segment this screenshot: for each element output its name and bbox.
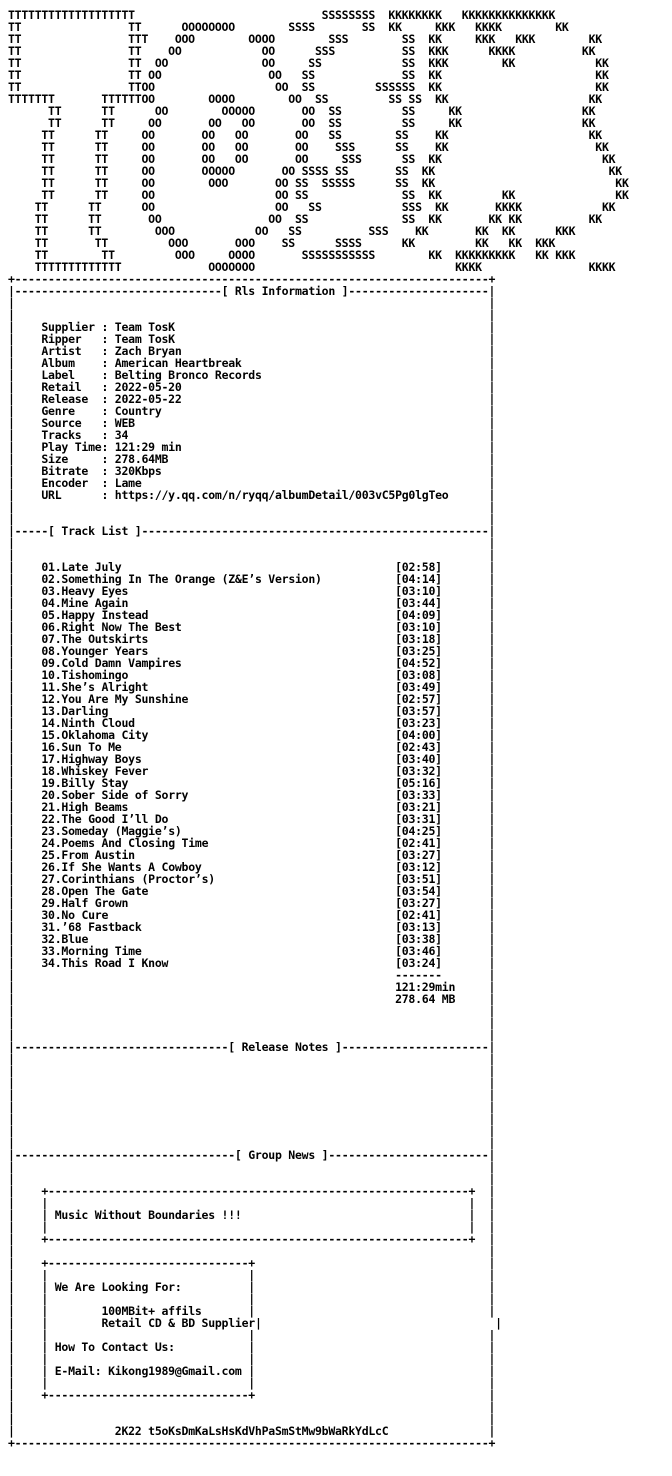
logo-art: TT TT OO OOOOO OO SS SS KK KK [8, 104, 596, 118]
track-length: [03:32] [395, 764, 442, 778]
track-title: ’68 Fastback [61, 920, 142, 934]
group-news-header-title: [ Group News ] [234, 1148, 329, 1162]
logo-art: TTTTTTTTTTTTTTTTTTT SSSSSSSS KKKKKKKK KKKKKKKKKKKKKK [8, 8, 556, 22]
logo-art: TT TT OO OO SS SS KKK KK KK [8, 56, 609, 70]
track-title: You Are My Sunshine [61, 692, 189, 706]
info-key: Ripper [41, 332, 102, 346]
info-value: Belting Bronco Records [114, 368, 262, 382]
info-row: | Artist : Zach Bryan | [8, 344, 496, 358]
contact-box: | | We Are Looking For: | | [8, 1280, 496, 1294]
motto-box: | | | | [8, 1196, 496, 1210]
blank: | | [8, 1052, 496, 1066]
track-title: The Outskirts [61, 632, 149, 646]
track-length: [03:08] [395, 668, 442, 682]
track-length: [03:13] [395, 920, 442, 934]
track-length: [04:52] [395, 656, 442, 670]
info-value: WEB [114, 416, 135, 430]
blank: | | [8, 1088, 496, 1102]
logo-art: TT TT OOO OOO SS SSSS KK KK KK KKK [8, 236, 556, 250]
contact-box-bottom: | +------------------------------+ | [8, 1388, 496, 1402]
info-key: Encoder [41, 476, 102, 490]
info-key: Release [41, 392, 102, 406]
track-number: 13 [41, 704, 55, 718]
track-row: | 10.Tishomingo [03:08] | [8, 668, 496, 682]
track-row: | 20.Sober Side of Sorry [03:33] | [8, 788, 496, 802]
track-length: [03:57] [395, 704, 442, 718]
track-number: 23 [41, 824, 55, 838]
track-number: 02 [41, 572, 55, 586]
track-number: 14 [41, 716, 55, 730]
track-title: She’s Alright [61, 680, 149, 694]
contact-box: | | | | [8, 1292, 496, 1306]
contact-box: | | | | [8, 1376, 496, 1390]
contact-box: | | 100MBit+ affils | | [8, 1304, 496, 1318]
contact-label: How To Contact Us: [54, 1340, 175, 1354]
track-title: Billy Stay [61, 776, 129, 790]
blank: | | [8, 1112, 496, 1126]
track-number: 20 [41, 788, 55, 802]
contact-box: | | | | [8, 1328, 496, 1342]
track-title: Right Now The Best [61, 620, 182, 634]
logo-art: TT TT OO OO SS SS KK KK KK [8, 188, 629, 202]
info-value: Zach Bryan [114, 344, 182, 358]
track-number: 32 [41, 932, 55, 946]
track-number: 01 [41, 560, 55, 574]
logo-art: TT TTT OOO OOOO SSS SS KK KKK KKK KK [8, 32, 602, 46]
track-title: Morning Time [61, 944, 142, 958]
logo-art: TT TT OO OO SS SSS KK KKKK KK [8, 200, 616, 214]
looking-for-label: We Are Looking For: [54, 1280, 182, 1294]
track-number: 28 [41, 884, 55, 898]
track-row: | 18.Whiskey Fever [03:32] | [8, 764, 496, 778]
logo-art: TT TT OO OOOOO OO SSSS SS SS KK KK [8, 164, 622, 178]
track-row: | 28.Open The Gate [03:54] | [8, 884, 496, 898]
email-text: E-Mail: Kikong1989@Gmail.com [54, 1364, 242, 1378]
info-row: | Tracks : 34 | [8, 428, 496, 442]
motto-box: | | | | [8, 1220, 496, 1234]
rls-info-header: |-------------------------------[ Rls Information ]---------------------| [8, 284, 496, 298]
track-title: Darling [61, 704, 109, 718]
track-title: Ninth Cloud [61, 716, 135, 730]
track-number: 16 [41, 740, 55, 754]
track-length: [03:10] [395, 584, 442, 598]
release-notes-header-title: [ Release Notes ] [228, 1040, 342, 1054]
track-title: No Cure [61, 908, 109, 922]
logo-art: TT TT OO OO OO OO SS SS KK KK [8, 116, 596, 130]
track-title: Highway Boys [61, 752, 142, 766]
signature-text: 2K22 t5oKsDmKaLsHsKdVhPaSmStMw9bWaRkYdLcC [114, 1424, 389, 1438]
info-key: Play Time [41, 440, 102, 454]
track-length: [03:24] [395, 956, 442, 970]
logo-art: TT TTOO OO SS SSSSSS KK KK [8, 80, 609, 94]
info-value: 320Kbps [114, 464, 162, 478]
track-title: High Beams [61, 800, 129, 814]
contact-box-top: | +------------------------------+ | [8, 1256, 496, 1270]
track-number: 22 [41, 812, 55, 826]
total-rule: | ------- | [8, 968, 496, 982]
track-row: | 17.Highway Boys [03:40] | [8, 752, 496, 766]
track-length: [03:18] [395, 632, 442, 646]
blank: | | [8, 1400, 496, 1414]
total-time: | 121:29min | [8, 980, 496, 994]
track-row: | 29.Half Grown [03:27] | [8, 896, 496, 910]
track-number: 33 [41, 944, 55, 958]
blank: | | [8, 1064, 496, 1078]
track-title: Half Grown [61, 896, 129, 910]
info-value: Lame [114, 476, 142, 490]
track-length: [03:38] [395, 932, 442, 946]
track-row: | 13.Darling [03:57] | [8, 704, 496, 718]
track-row: | 26.If She Wants A Cowboy [03:12] | [8, 860, 496, 874]
track-length: [04:00] [395, 728, 442, 742]
info-value: https://y.qq.com/n/ryqq/albumDetail/003vC5Pg0lgTeo [114, 488, 449, 502]
total-time-value: 121:29min [395, 980, 456, 994]
info-key: URL [41, 488, 102, 502]
track-number: 19 [41, 776, 55, 790]
track-number: 06 [41, 620, 55, 634]
track-length: [03:31] [395, 812, 442, 826]
track-number: 10 [41, 668, 55, 682]
blank: | | [8, 1028, 496, 1042]
track-row: | 27.Corinthians (Proctor’s) [03:51] | [8, 872, 496, 886]
track-title: Blue [61, 932, 89, 946]
info-value: American Heartbreak [114, 356, 242, 370]
info-row: | Supplier : Team TosK | [8, 320, 496, 334]
track-number: 04 [41, 596, 55, 610]
track-row: | 33.Morning Time [03:46] | [8, 944, 496, 958]
track-title: If She Wants A Cowboy [61, 860, 202, 874]
track-title: Younger Years [61, 644, 149, 658]
looking-for-item: Retail CD & BD Supplier [101, 1316, 255, 1330]
track-length: [03:46] [395, 944, 442, 958]
blank: | | [8, 1016, 496, 1030]
info-value: 2022-05-20 [114, 380, 182, 394]
track-length: [03:12] [395, 860, 442, 874]
contact-box: | | | | [8, 1268, 496, 1282]
track-length: [03:27] [395, 848, 442, 862]
track-row: | 30.No Cure [02:41] | [8, 908, 496, 922]
info-value: Country [114, 404, 162, 418]
track-number: 24 [41, 836, 55, 850]
track-number: 17 [41, 752, 55, 766]
logo-art: TT TT OO OO OO OO SSS SS KK KK [8, 140, 609, 154]
track-title: Tishomingo [61, 668, 129, 682]
track-row: | 23.Someday (Maggie’s) [04:25] | [8, 824, 496, 838]
track-number: 31 [41, 920, 55, 934]
track-length: [03:49] [395, 680, 442, 694]
track-title: The Good I’ll Do [61, 812, 169, 826]
track-title: Poems And Closing Time [61, 836, 209, 850]
rls-info-header-title: [ Rls Information ] [221, 284, 349, 298]
blank: | | [8, 1136, 496, 1150]
track-title: Cold Damn Vampires [61, 656, 182, 670]
logo-art: TT TT OOO OO SS SSS KK KK KK KKK [8, 224, 576, 238]
track-length: [04:25] [395, 824, 442, 838]
info-value: 34 [114, 428, 129, 442]
info-row: | Bitrate : 320Kbps | [8, 464, 496, 478]
motto-box-top: | +---------------------------------------------------------------+ | [8, 1184, 496, 1198]
track-length: [03:21] [395, 800, 442, 814]
release-notes-header: |--------------------------------[ Release Notes ]----------------------| [8, 1040, 496, 1054]
info-key: Size [41, 452, 102, 466]
frame-bottom: +-----------------------------------------------------------------------+ [8, 1436, 496, 1450]
track-title: Heavy Eyes [61, 584, 129, 598]
info-value: 121:29 min [114, 440, 182, 454]
track-row: | 01.Late July [02:58] | [8, 560, 496, 574]
track-row: | 08.Younger Years [03:25] | [8, 644, 496, 658]
track-length: [03:27] [395, 896, 442, 910]
info-row: | Label : Belting Bronco Records | [8, 368, 496, 382]
track-title: Mine Again [61, 596, 129, 610]
info-row: | Album : American Heartbreak | [8, 356, 496, 370]
info-row: | Release : 2022-05-22 | [8, 392, 496, 406]
track-list-header-title: [ Track List ] [48, 524, 142, 538]
info-key: Source [41, 416, 102, 430]
blank: | | [8, 512, 496, 526]
blank: | | [8, 1244, 496, 1258]
track-length: [03:23] [395, 716, 442, 730]
track-row: | 16.Sun To Me [02:43] | [8, 740, 496, 754]
track-number: 30 [41, 908, 55, 922]
info-row: | Size : 278.64MB | [8, 452, 496, 466]
track-row: | 24.Poems And Closing Time [02:41] | [8, 836, 496, 850]
frame-top: +-----------------------------------------------------------------------+ [8, 272, 496, 286]
contact-box: | | Retail CD & BD Supplier| | [8, 1316, 502, 1330]
track-row: | 06.Right Now The Best [03:10] | [8, 620, 496, 634]
track-number: 15 [41, 728, 55, 742]
track-length: [02:41] [395, 836, 442, 850]
looking-for-item: 100MBit+ affils [101, 1304, 202, 1318]
blank: | | [8, 1076, 496, 1090]
logo-art: TT TT OO OO SS SS KK KK KK KK [8, 212, 602, 226]
info-row: | Encoder : Lame | [8, 476, 496, 490]
track-length: [02:57] [395, 692, 442, 706]
track-number: 11 [41, 680, 55, 694]
track-length: [05:16] [395, 776, 442, 790]
track-row: | 03.Heavy Eyes [03:10] | [8, 584, 496, 598]
blank: | | [8, 1004, 496, 1018]
info-value: Team TosK [114, 320, 175, 334]
track-length: [03:25] [395, 644, 442, 658]
track-title: From Austin [61, 848, 135, 862]
track-number: 09 [41, 656, 55, 670]
logo-art: TTTTTTTTTTTTT OOOOOOO KKKK KKKK [8, 260, 616, 274]
track-row: | 11.She’s Alright [03:49] | [8, 680, 496, 694]
blank: | | [8, 1100, 496, 1114]
info-key: Tracks [41, 428, 102, 442]
track-number: 29 [41, 896, 55, 910]
motto-box-bottom: | +---------------------------------------------------------------+ | [8, 1232, 496, 1246]
track-number: 05 [41, 608, 55, 622]
track-number: 03 [41, 584, 55, 598]
blank: | | [8, 548, 496, 562]
track-row: | 07.The Outskirts [03:18] | [8, 632, 496, 646]
motto-box: | | Music Without Boundaries !!! | | [8, 1208, 496, 1222]
track-length: [02:43] [395, 740, 442, 754]
logo-art: TT TT OO OO SS SS KK KK [8, 68, 609, 82]
logo-art: TT TT OO OO OO OO SSS SS KK KK [8, 152, 616, 166]
track-row: | 04.Mine Again [03:44] | [8, 596, 496, 610]
info-row: | Play Time: 121:29 min | [8, 440, 496, 454]
track-number: 27 [41, 872, 55, 886]
track-length: [03:10] [395, 620, 442, 634]
logo-art: TT TT OO OOO OO SS SSSSS SS KK KK [8, 176, 629, 190]
track-length: [03:54] [395, 884, 442, 898]
track-list-header: |-----[ Track List ]----------------------------------------------------| [8, 524, 496, 538]
blank: | | [8, 1160, 496, 1174]
track-title: This Road I Know [61, 956, 169, 970]
track-row: | 32.Blue [03:38] | [8, 932, 496, 946]
info-row: | Retail : 2022-05-20 | [8, 380, 496, 394]
info-value: Team TosK [114, 332, 175, 346]
track-length: [04:14] [395, 572, 442, 586]
blank: | | [8, 308, 496, 322]
track-row: | 15.Oklahoma City [04:00] | [8, 728, 496, 742]
blank: | | [8, 1412, 496, 1426]
contact-box: | | How To Contact Us: | | [8, 1340, 496, 1354]
track-title: Whiskey Fever [61, 764, 149, 778]
track-title: Happy Instead [61, 608, 149, 622]
total-size-value: 278.64 MB [395, 992, 456, 1006]
track-title: Something In The Orange (Z&E’s Version) [61, 572, 322, 586]
track-title: Sun To Me [61, 740, 122, 754]
info-row: | Ripper : Team TosK | [8, 332, 496, 346]
blank: | | [8, 1172, 496, 1186]
track-row: | 02.Something In The Orange (Z&E’s Version) [04:14] | [8, 572, 496, 586]
track-length: [03:33] [395, 788, 442, 802]
info-value: 278.64MB [114, 452, 169, 466]
track-row: | 12.You Are My Sunshine [02:57] | [8, 692, 496, 706]
total-size: | 278.64 MB | [8, 992, 496, 1006]
track-row: | 09.Cold Damn Vampires [04:52] | [8, 656, 496, 670]
group-news-header: |---------------------------------[ Group News ]------------------------| [8, 1148, 496, 1162]
track-number: 07 [41, 632, 55, 646]
track-row: | 31.’68 Fastback [03:13] | [8, 920, 496, 934]
track-row: | 22.The Good I’ll Do [03:31] | [8, 812, 496, 826]
track-row: | 14.Ninth Cloud [03:23] | [8, 716, 496, 730]
track-number: 34 [41, 956, 55, 970]
contact-box: | | | | [8, 1352, 496, 1366]
track-length: [04:09] [395, 608, 442, 622]
info-row: | Source : WEB | [8, 416, 496, 430]
track-length: [03:44] [395, 596, 442, 610]
info-key: Retail [41, 380, 102, 394]
track-number: 08 [41, 644, 55, 658]
track-length: [03:40] [395, 752, 442, 766]
info-row: | URL : https://y.qq.com/n/ryqq/albumDetail/003vC5Pg0lgTeo | [8, 488, 496, 502]
blank: | | [8, 536, 496, 550]
logo-art: TT TT OOOOOOOO SSSS SS KK KKK KKKK KK [8, 20, 569, 34]
blank: | | [8, 500, 496, 514]
track-length: [02:58] [395, 560, 442, 574]
info-row: | Genre : Country | [8, 404, 496, 418]
signature-line: | 2K22 t5oKsDmKaLsHsKdVhPaSmStMw9bWaRkYdLcC | [8, 1424, 496, 1438]
track-row: | 34.This Road I Know [03:24] | [8, 956, 496, 970]
logo-art: TT TT OOO OOOO SSSSSSSSSSS KK KKKKKKKKK KK KKK [8, 248, 576, 262]
motto-text: Music Without Boundaries !!! [54, 1208, 242, 1222]
track-row: | 25.From Austin [03:27] | [8, 848, 496, 862]
info-key: Artist [41, 344, 102, 358]
info-value: 2022-05-22 [114, 392, 182, 406]
track-row: | 19.Billy Stay [05:16] | [8, 776, 496, 790]
info-key: Label [41, 368, 102, 382]
track-title: Someday (Maggie’s) [61, 824, 182, 838]
logo-art: TTTTTTT TTTTTTOO OOOO OO SS SS SS KK KK [8, 92, 602, 106]
track-length: [02:41] [395, 908, 442, 922]
info-key: Album [41, 356, 102, 370]
track-title: Corinthians (Proctor’s) [61, 872, 215, 886]
blank: | | [8, 296, 496, 310]
track-row: | 05.Happy Instead [04:09] | [8, 608, 496, 622]
info-key: Genre [41, 404, 102, 418]
track-number: 12 [41, 692, 55, 706]
track-length: [03:51] [395, 872, 442, 886]
track-number: 25 [41, 848, 55, 862]
logo-art: TT TT OO OO SSS SS KKK KKKK KK [8, 44, 596, 58]
info-key: Bitrate [41, 464, 102, 478]
track-title: Late July [61, 560, 122, 574]
track-number: 18 [41, 764, 55, 778]
track-title: Oklahoma City [61, 728, 149, 742]
track-row: | 21.High Beams [03:21] | [8, 800, 496, 814]
blank: | | [8, 1124, 496, 1138]
track-number: 21 [41, 800, 55, 814]
track-title: Sober Side of Sorry [61, 788, 189, 802]
contact-box: | | E-Mail: Kikong1989@Gmail.com | | [8, 1364, 496, 1378]
track-number: 26 [41, 860, 55, 874]
logo-art: TT TT OO OO OO OO SS SS KK KK [8, 128, 602, 142]
info-key: Supplier [41, 320, 102, 334]
track-title: Open The Gate [61, 884, 149, 898]
